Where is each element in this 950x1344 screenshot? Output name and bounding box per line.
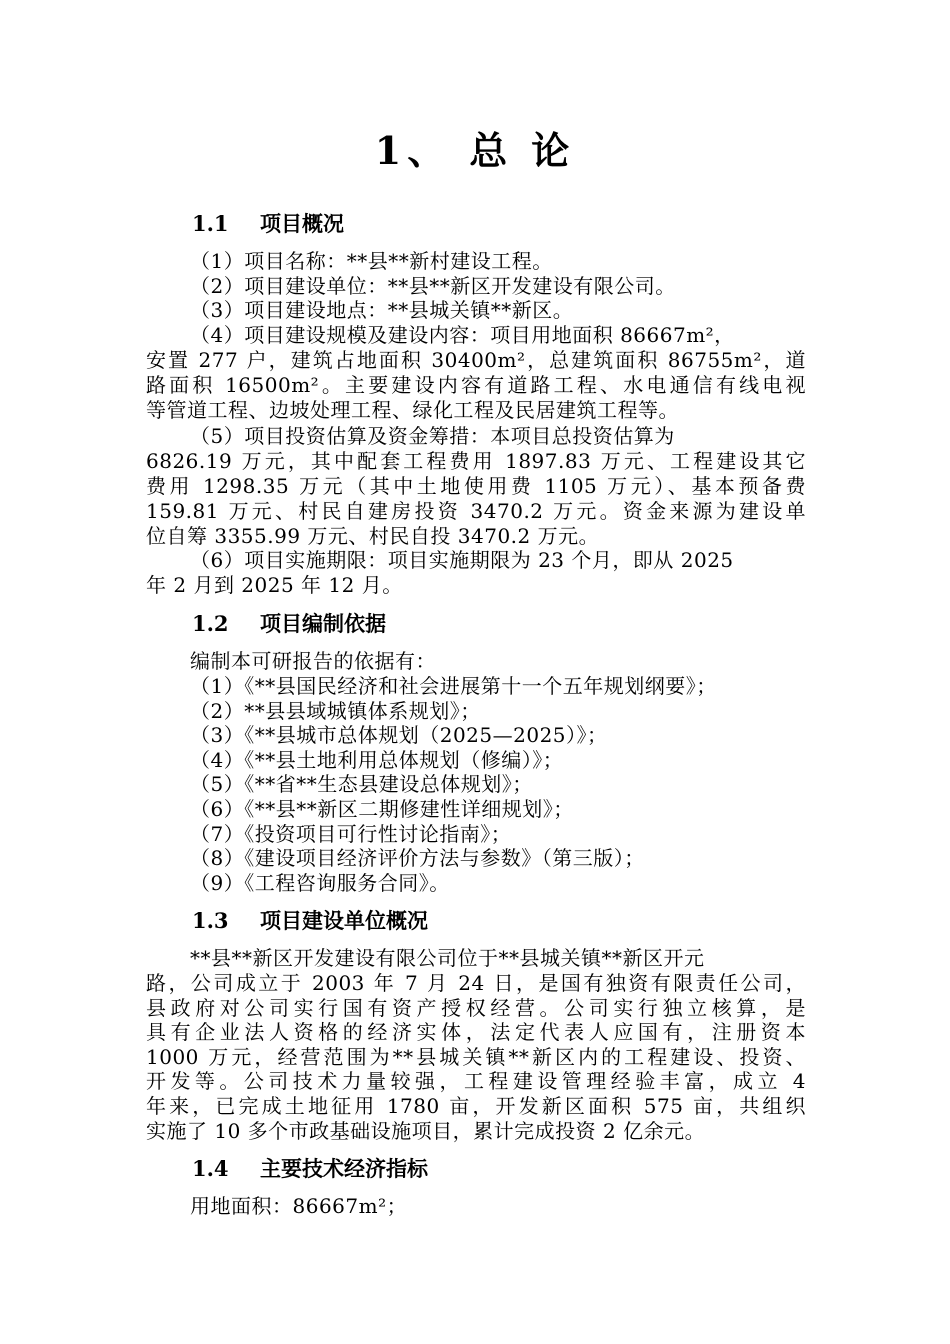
chapter-title — [0, 126, 950, 176]
basis-line: （2）**县县域城镇体系规划》； — [190, 699, 481, 723]
chapter-title-char-1: 总 — [469, 128, 514, 173]
company-line: 具有企业法人资格的经济实体，法定代表人应国有，注册资本 — [146, 1020, 806, 1044]
section-number: 1.2 — [192, 611, 229, 636]
section-heading-1-4 — [192, 1155, 428, 1183]
section-title: 项目概况 — [260, 211, 344, 236]
basis-line: （5）《**省**生态县建设总体规划》； — [190, 772, 533, 796]
overview-line: 6826.19 万元，其中配套工程费用 1897.83 万元、工程建设其它 — [146, 449, 806, 473]
overview-line: （3）项目建设地点：**县城关镇**新区。 — [190, 298, 574, 322]
overview-line: 费用 1298.35 万元（其中土地使用费 1105 万元）、基本预备费 — [146, 474, 806, 498]
section-number: 1.3 — [192, 908, 229, 933]
company-line: 年来，已完成土地征用 1780 亩，开发新区面积 575 亩，共组织 — [146, 1094, 806, 1118]
basis-line: （3）《**县城市总体规划（2025—2025）》； — [190, 723, 608, 747]
company-line: 路，公司成立于 2003 年 7 月 24 日，是国有独资有限责任公司， — [146, 971, 806, 995]
company-line: 县政府对公司实行国有资产授权经营。公司实行独立核算，是 — [146, 996, 806, 1020]
overview-line: 位自筹 3355.99 万元、村民自投 3470.2 万元。 — [146, 524, 600, 548]
chapter-number: 1、 — [374, 128, 452, 173]
basis-line: （7）《投资项目可行性讨论指南》； — [190, 822, 512, 846]
section-title: 主要技术经济指标 — [260, 1156, 428, 1181]
overview-line: （5）项目投资估算及资金筹措：本项目总投资估算为 — [190, 424, 675, 448]
basis-line: 编制本可研报告的依据有： — [190, 649, 436, 673]
section-number: 1.1 — [192, 211, 229, 236]
overview-line: 159.81 万元、村民自建房投资 3470.2 万元。资金来源为建设单 — [146, 499, 806, 523]
chapter-title-char-2: 论 — [531, 128, 576, 173]
overview-line: 安置 277 户，建筑占地面积 30400m²，总建筑面积 86755m²，道 — [146, 348, 806, 372]
overview-line: 等管道工程、边坡处理工程、绿化工程及民居建筑工程等。 — [146, 398, 679, 422]
overview-line: （1）项目名称：**县**新村建设工程。 — [190, 249, 553, 273]
overview-line: （4）项目建设规模及建设内容：项目用地面积 86667m²， — [190, 323, 735, 347]
overview-line: （2）项目建设单位：**县**新区开发建设有限公司。 — [190, 274, 676, 298]
section-title: 项目建设单位概况 — [260, 908, 428, 933]
company-line: 实施了 10 多个市政基础设施项目，累计完成投资 2 亿余元。 — [146, 1119, 706, 1143]
overview-line: （6）项目实施期限：项目实施期限为 23 个月，即从 2025 — [190, 548, 734, 572]
section-heading-1-2 — [192, 610, 386, 638]
indicator-line: 用地面积：86667m²； — [190, 1194, 408, 1218]
section-number: 1.4 — [192, 1156, 229, 1181]
overview-line: 年 2 月到 2025 年 12 月。 — [146, 573, 403, 597]
section-heading-1-3 — [192, 907, 428, 935]
basis-line: （4）《**县土地利用总体规划（修编）》； — [190, 748, 564, 772]
basis-line: （8）《建设项目经济评价方法与参数》（第三版）； — [190, 846, 645, 870]
section-heading-1-1 — [192, 210, 344, 238]
basis-line: （9）《工程咨询服务合同》。 — [190, 871, 450, 895]
company-line: **县**新区开发建设有限公司位于**县城关镇**新区开元 — [190, 946, 705, 970]
company-line: 开发等。公司技术力量较强，工程建设管理经验丰富，成立 4 — [146, 1069, 806, 1093]
basis-line: （6）《**县**新区二期修建性详细规划》； — [190, 797, 574, 821]
section-title: 项目编制依据 — [260, 611, 386, 636]
basis-line: （1）《**县国民经济和社会进展第十一个五年规划纲要》； — [190, 674, 717, 698]
overview-line: 路面积 16500m²。主要建设内容有道路工程、水电通信有线电视 — [146, 373, 806, 397]
company-line: 1000 万元，经营范围为**县城关镇**新区内的工程建设、投资、 — [146, 1045, 806, 1069]
